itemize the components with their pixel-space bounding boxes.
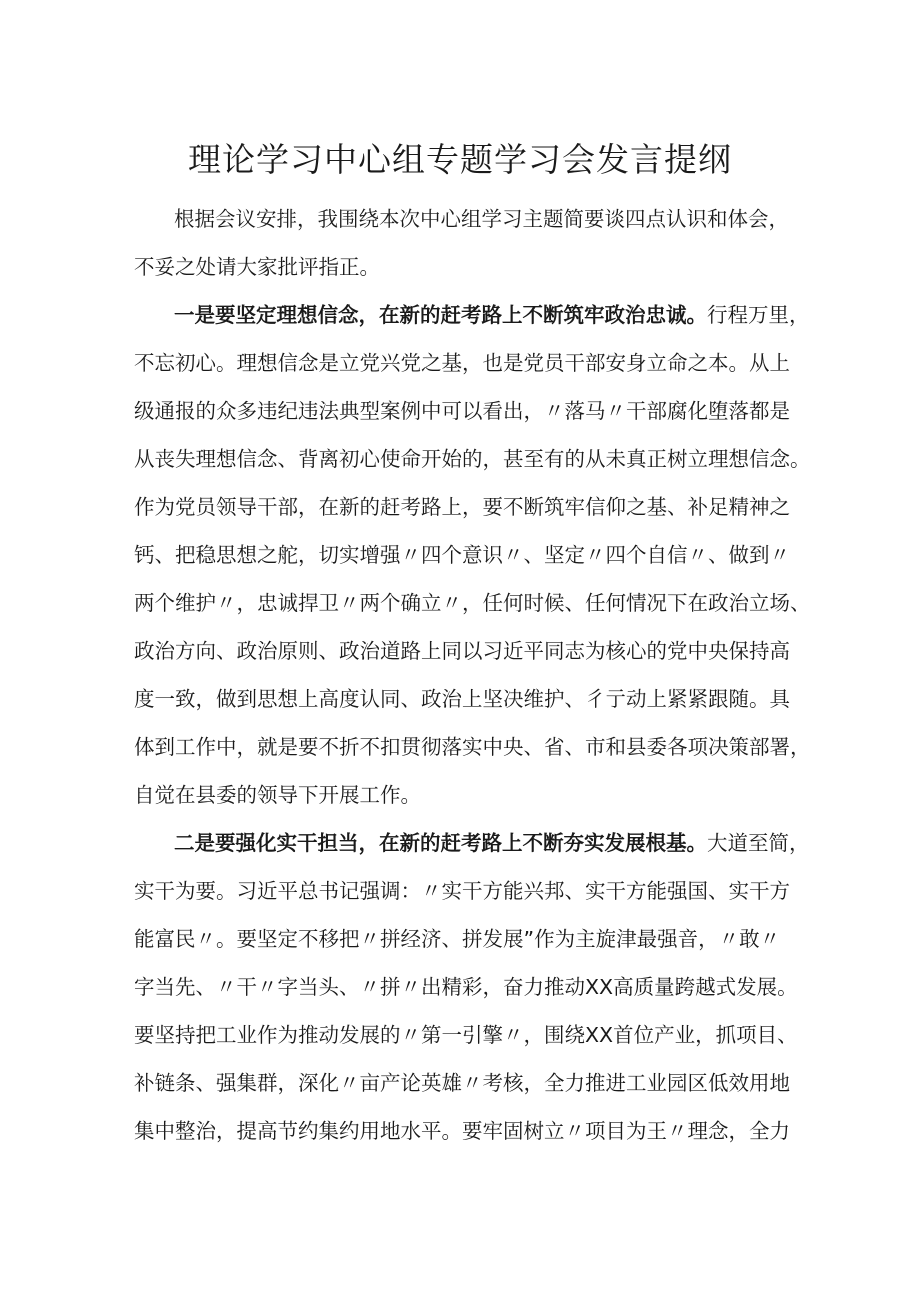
section1-first-line-rest: 行程万里，: [707, 303, 810, 327]
section2-line-6: 集中整治，提高节约集约用地水平。要牢固树立〃项目为王〃理念，全力: [134, 1119, 790, 1143]
section2-line-5: 补链条、强集群，深化〃亩产论英雄〃考核，全力推进工业园区低效用地: [134, 1071, 790, 1095]
section2-line-4: 要坚持把工业作为推动发展的〃第一引擎〃，围绕XX首位产业，抓项目、: [134, 1023, 798, 1047]
section1-lead: 一是要坚定理想信念，在新的赶考路上不断筑牢政治忠诚。: [174, 303, 707, 327]
section1-line-9: 体到工作中，就是要不折不扣贯彻落实中央、省、市和县委各项决策部署，: [134, 735, 811, 759]
section2-first-line: [174, 828, 810, 858]
section2-first-line-rest: 大道至简，: [707, 831, 810, 855]
section1-line-5: 钙、把稳思想之舵，切实增强〃四个意识〃、坚定〃四个自信〃、做到〃: [134, 543, 790, 567]
section1-line-6: 两个维护〃，忠诚捍卫〃两个确立〃，任何时候、任何情况下在政治立场、: [134, 591, 811, 615]
section2-line-1: 实干为要。习近平总书记强调：〃实干方能兴邦、实干方能强国、实干方: [134, 879, 790, 903]
section1-line-8: 度一致，做到思想上高度认同、政治上坚决维护、彳亍动上紧紧跟随。具: [134, 687, 790, 711]
section1-line-4: 作为党员领导干部，在新的赶考路上，要不断筑牢信仰之基、补足精神之: [134, 495, 790, 519]
section2-line-2: 能富民〃。要坚定不移把〃拼经济、拼发展”作为主旋津最强音，〃敢〃: [134, 927, 781, 951]
section1-line-1: 不忘初心。理想信念是立党兴党之基，也是党员干部安身立命之本。从上: [134, 351, 790, 375]
section1-first-line: [174, 300, 810, 330]
document-title: 理论学习中心组专题学习会发言提纲: [188, 140, 732, 179]
intro-line-1: 根据会议安排，我围绕本次中心组学习主题简要谈四点认识和体会，: [174, 207, 789, 231]
section1-line-2: 级通报的众多违纪违法典型案例中可以看出，〃落马〃干部腐化堕落都是: [134, 399, 790, 423]
intro-line-2: 不妥之处请大家批评指正。: [134, 255, 380, 279]
section2-lead: 二是要强化实干担当，在新的赶考路上不断夯实发展根基。: [174, 831, 707, 855]
section1-line-10: 自觉在县委的领导下开展工作。: [134, 783, 421, 807]
section1-line-3: 从丧失理想信念、背离初心使命开始的，甚至有的从未真正树立理想信念。: [134, 447, 811, 471]
section1-line-7: 政治方向、政治原则、政治道路上同以习近平同志为核心的党中央保持高: [134, 639, 790, 663]
section2-line-3: 字当先、〃干〃字当头、〃拼〃出精彩，奋力推动XX高质量跨越式发展。: [134, 975, 798, 999]
